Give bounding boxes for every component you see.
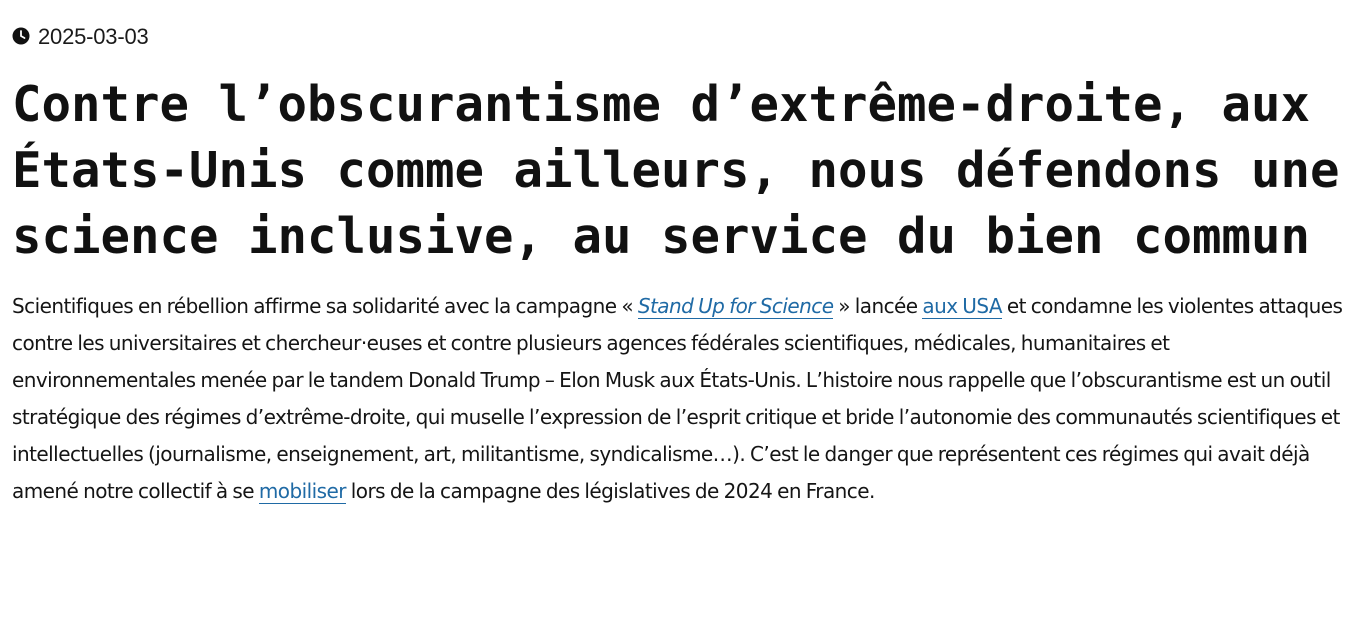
mobiliser-link[interactable]: mobiliser [258,479,346,503]
lede-text-1: Scientifiques en rébellion affirme sa solidarité avec la campagne [12,294,622,318]
lede-text-2: lancée [849,294,923,318]
article-title: Contre l’obscurantisme d’extrême-droite, aux États-Unis comme ailleurs, nous défendons une science inclusive, au service du bien commun [12,76,1340,265]
article-meta [12,22,1340,52]
quote-close: » [833,294,850,318]
stand-up-for-science-link[interactable]: Stand Up for Science [637,294,834,318]
lede-text-4: lors de la campagne des législatives de 2024 en France. [345,479,875,503]
publication-date: 2025-03-03 [38,24,149,49]
lede-text-3: et condamne les violentes attaques contre les universitaires et chercheur·euses et contre plusieurs agences fédérales scientifiques, médicales, humanitaires et environnementales menée par le tandem Donald Trump – Elon Musk aux États-Unis. L’histoire nous rappelle que l’obscurantisme est un outil stratégique des régimes d’extrême-droite, qui muselle l’expression de l’esprit critique et bride l’autonomie des communautés scientifiques et intellectuelles (journalisme, enseignement, art, militantisme, syndicalisme…). C’est le danger que représentent ces régimes qui avait déjà amené notre collectif à se [12,294,1343,503]
clock-icon [12,27,30,45]
article-lede [12,288,1347,510]
article [0,22,1352,510]
quote-open: « [621,294,638,318]
usa-link[interactable]: aux USA [922,294,1003,318]
